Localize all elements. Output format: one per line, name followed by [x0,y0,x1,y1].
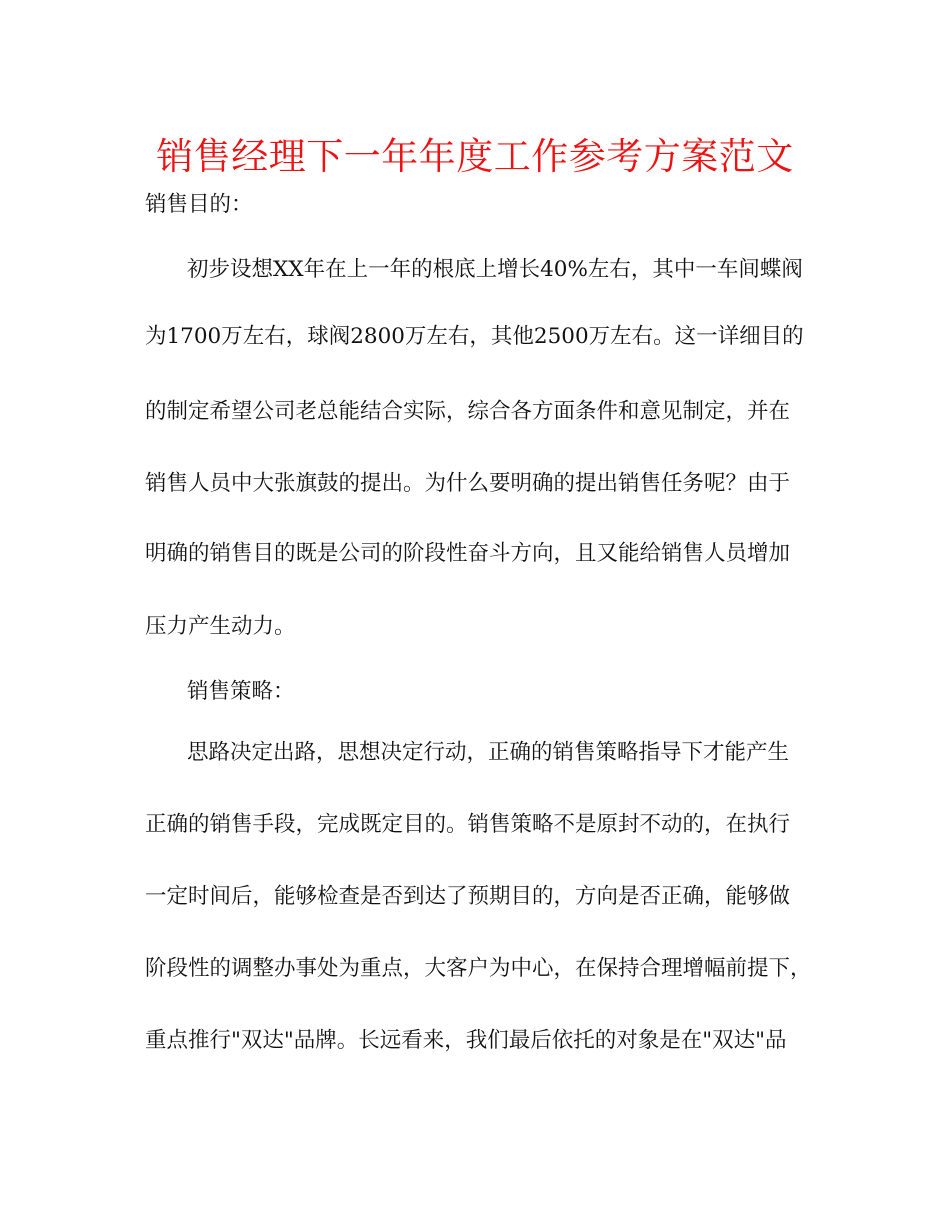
paragraph-line: 销售人员中大张旗鼓的提出。为什么要明确的提出销售任务呢？由于 [145,471,791,496]
paragraph-line: 阶段性的调整办事处为重点，大客户为中心，在保持合理增幅前提下， [145,956,812,981]
paragraph-line: 为1700万左右，球阀2800万左右，其他2500万左右。这一详细目的 [145,324,804,349]
paragraph-line: 思路决定出路，思想决定行动，正确的销售策略指导下才能产生 [187,740,790,765]
paragraph-line: 的制定希望公司老总能结合实际，综合各方面条件和意见制定，并在 [145,399,791,424]
section-heading-sales-goal: 销售目的： [145,192,253,217]
paragraph-line: 正确的销售手段，完成既定目的。销售策略不是原封不动的，在执行 [145,812,791,837]
paragraph-line: 明确的销售目的既是公司的阶段性奋斗方向，且又能给销售人员增加 [145,541,791,566]
section-heading-sales-strategy: 销售策略： [187,679,295,704]
paragraph-line: 压力产生动力。 [145,614,296,639]
paragraph-line: 初步设想XX年在上一年的根底上增长40%左右，其中一车间蝶阀 [187,257,803,282]
paragraph-line: 一定时间后，能够检查是否到达了预期目的，方向是否正确，能够做 [145,884,791,909]
page-title: 销售经理下一年年度工作参考方案范文 [156,135,794,178]
paragraph-line: 重点推行"双达"品牌。长远看来，我们最后依托的对象是在"双达"品 [145,1028,787,1053]
